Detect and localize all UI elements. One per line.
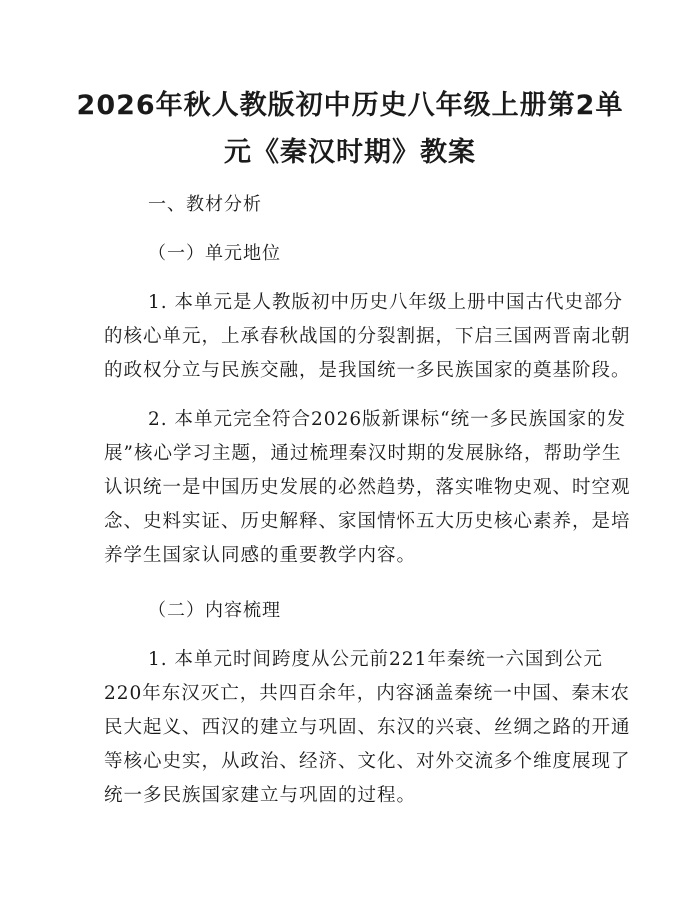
paragraph-line: 展”核心学习主题，通过梳理秦汉时期的发展脉络，帮助学生 [104,443,622,464]
paragraph-line: 认识统一是中国历史发展的必然趋势，落实唯物史观、时空观 [104,477,631,498]
paragraph-line: 的核心单元，上承春秋战国的分裂割据，下启三国两晋南北朝 [104,326,631,347]
paragraph-line: 养学生国家认同感的重要教学内容。 [104,545,417,566]
paragraph-line: 统一多民族国家建立与巩固的过程。 [104,785,417,806]
document-title-line-1: 2026年秋人教版初中历史八年级上册第2单 [76,90,624,121]
subsection-heading-content-outline: （二）内容梳理 [148,600,281,621]
paragraph-line: 民大起义、西汉的建立与巩固、东汉的兴衰、丝绸之路的开通 [104,717,631,738]
paragraph-line: 的政权分立与民族交融，是我国统一多民族国家的奠基阶段。 [104,360,631,381]
paragraph-line: 1. 本单元时间跨度从公元前221年秦统一六国到公元 [148,649,603,670]
paragraph-line: 2. 本单元完全符合2026版新课标“统一多民族国家的发 [148,409,627,430]
paragraph-line: 等核心史实，从政治、经济、文化、对外交流多个维度展现了 [104,751,631,772]
paragraph-line: 念、史料实证、历史解释、家国情怀五大历史核心素养，是培 [104,511,631,532]
document-title-line-2: 元《秦汉时期》教案 [224,137,476,168]
paragraph-line: 1. 本单元是人教版初中历史八年级上册中国古代史部分 [148,292,624,313]
subsection-heading-unit-position: （一）单元地位 [148,243,281,264]
paragraph-line: 220年东汉灭亡，共四百余年，内容涵盖秦统一中国、秦末农 [104,683,630,704]
section-heading-teaching-analysis: 一、教材分析 [148,194,262,215]
